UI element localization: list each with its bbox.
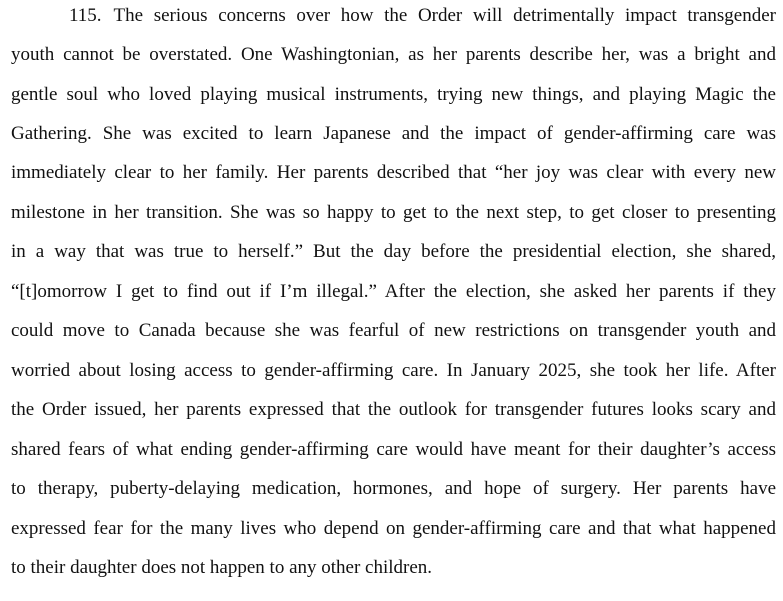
paragraph-line-4: Gathering. She was excited to learn Japanese and the impact of gender-affirming care was (11, 123, 776, 144)
paragraph-line-2: youth cannot be overstated. One Washingtonian, as her parents describe her, was a bright and (11, 44, 776, 65)
paragraph-number: 115. (69, 5, 102, 26)
paragraph-line-12: shared fears of what ending gender-affirming care would have meant for their daughter’s access (11, 439, 776, 460)
paragraph-line-14: expressed fear for the many lives who depend on gender-affirming care and that what happened (11, 518, 776, 539)
paragraph-line-5: immediately clear to her family. Her parents described that “her joy was clear with every new (11, 162, 776, 183)
paragraph-line-3: gentle soul who loved playing musical instruments, trying new things, and playing Magic the (11, 84, 776, 105)
paragraph-line-13: to therapy, puberty-delaying medication, hormones, and hope of surgery. Her parents have (11, 478, 776, 499)
paragraph-line-10: worried about losing access to gender-affirming care. In January 2025, she took her life. After (11, 360, 776, 381)
paragraph-line-1 (69, 3, 776, 29)
paragraph-line-9: could move to Canada because she was fearful of new restrictions on transgender youth and (11, 320, 776, 341)
paragraph-line-7: in a way that was true to herself.” But the day before the presidential election, she shared, (11, 241, 776, 262)
paragraph-line-text: The serious concerns over how the Order will detrimentally impact transgender (113, 5, 776, 26)
paragraph-line-15: to their daughter does not happen to any other children. (11, 557, 433, 578)
paragraph-line-11: the Order issued, her parents expressed that the outlook for transgender futures looks scary and (11, 399, 776, 420)
paragraph-line-8: “[t]omorrow I get to find out if I’m illegal.” After the election, she asked her parents if they (11, 281, 776, 302)
paragraph-line-6: milestone in her transition. She was so happy to get to the next step, to get closer to presenting (11, 202, 776, 223)
